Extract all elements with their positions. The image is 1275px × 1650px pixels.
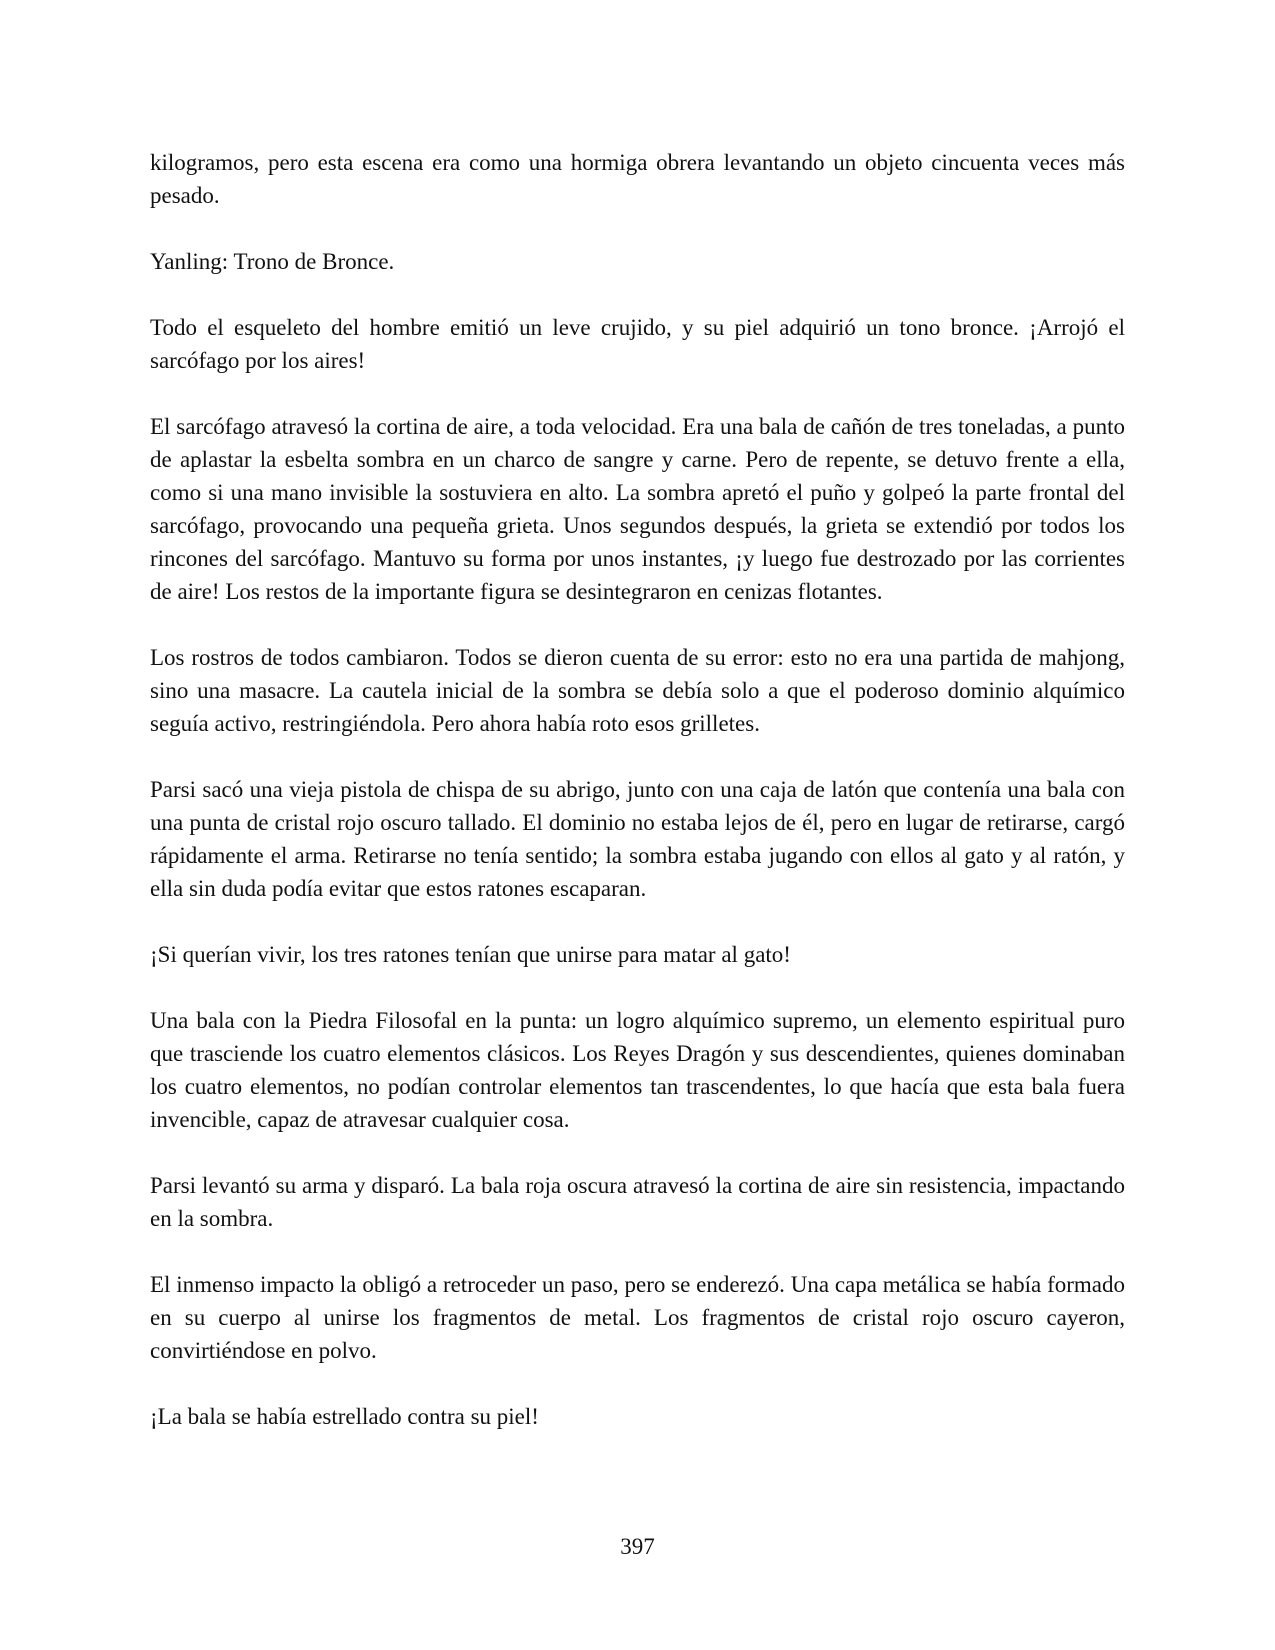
paragraph: Una bala con la Piedra Filosofal en la punta: un logro alquímico supremo, un elemento espiritual puro que trasciende los cuatro elementos clásicos. Los Reyes Dragón y sus descendientes, quienes dominaban los cuatro elementos, no podían controlar elementos tan trascendentes, lo que hacía que esta bala fuera invencible, capaz de atravesar cualquier cosa. xyxy=(150,1008,1125,1132)
paragraph: Parsi sacó una vieja pistola de chispa de su abrigo, junto con una caja de latón que contenía una bala con una punta de cristal rojo oscuro tallado. El dominio no estaba lejos de él, pero en lugar de retirarse, cargó rápidamente el arma. Retirarse no tenía sentido; la sombra estaba jugando con ellos al gato y al ratón, y ella sin duda podía evitar que estos ratones escaparan. xyxy=(150,777,1125,901)
paragraph: kilogramos, pero esta escena era como una hormiga obrera levantando un objeto cincuenta veces más pesado. xyxy=(150,150,1125,208)
paragraph: ¡Si querían vivir, los tres ratones tenían que unirse para matar al gato! xyxy=(150,942,791,967)
paragraph: ¡La bala se había estrellado contra su piel! xyxy=(150,1404,539,1429)
paragraph: Los rostros de todos cambiaron. Todos se dieron cuenta de su error: esto no era una partida de mahjong, sino una masacre. La cautela inicial de la sombra se debía solo a que el poderoso dominio alquímico seguía activo, restringiéndola. Pero ahora había roto esos grilletes. xyxy=(150,645,1125,736)
paragraph: El sarcófago atravesó la cortina de aire, a toda velocidad. Era una bala de cañón de tres toneladas, a punto de aplastar la esbelta sombra en un charco de sangre y carne. Pero de repente, se detuvo frente a ella, como si una mano invisible la sostuviera en alto. La sombra apretó el puño y golpeó la parte frontal del sarcófago, provocando una pequeña grieta. Unos segundos después, la grieta se extendió por todos los rincones del sarcófago. Mantuvo su forma por unos instantes, ¡y luego fue destrozado por las corrientes de aire! Los restos de la importante figura se desintegraron en cenizas flotantes. xyxy=(150,414,1125,604)
paragraph: Yanling: Trono de Bronce. xyxy=(150,249,395,274)
paragraph: Todo el esqueleto del hombre emitió un leve crujido, y su piel adquirió un tono bronce. ¡Arrojó el sarcófago por los aires! xyxy=(150,315,1125,373)
body-text xyxy=(150,146,1125,1433)
paragraph: Parsi levantó su arma y disparó. La bala roja oscura atravesó la cortina de aire sin resistencia, impactando en la sombra. xyxy=(150,1173,1125,1231)
paragraph: El inmenso impacto la obligó a retroceder un paso, pero se enderezó. Una capa metálica se había formado en su cuerpo al unirse los fragmentos de metal. Los fragmentos de cristal rojo oscuro cayeron, convirtiéndose en polvo. xyxy=(150,1272,1125,1363)
page-number: 397 xyxy=(620,1534,655,1559)
